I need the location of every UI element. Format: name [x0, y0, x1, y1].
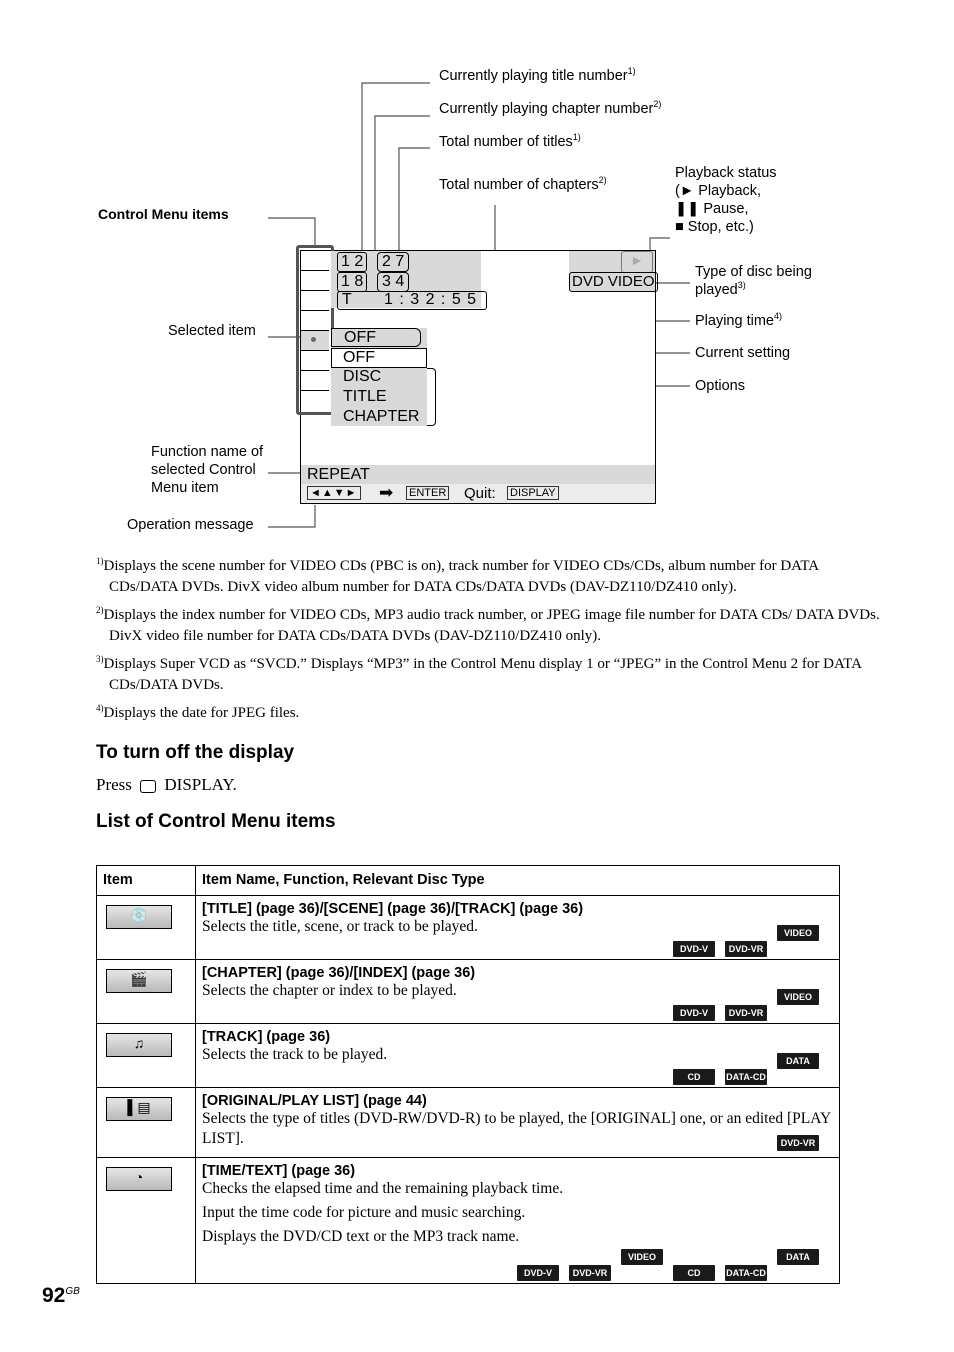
option-off: OFF [343, 349, 375, 366]
callout-total-titles: Total number of titles$^{1)}$ [439, 132, 581, 150]
chapter-total: 3 4 [377, 272, 409, 292]
col-header-item: Item [97, 866, 196, 896]
footnote-2: $^{2)}$Displays the index number for VIDEO CDs, MP3 audio track number, or JPEG image file number for DATA CDs/ DATA DVDs. DivX video file number for DATA CDs/DATA DVDs (DAV-DZ110/DZ410 only). [96, 605, 880, 644]
function-name: REPEAT [307, 466, 370, 483]
list-heading: List of Control Menu items [96, 811, 336, 832]
callout-title-number: Currently playing title number$^{1)}$ [439, 66, 636, 84]
title-current: 1 2 [337, 252, 367, 272]
badge-data-dvd: DATA DVD [777, 1053, 819, 1069]
quit-label: Quit: [464, 485, 496, 502]
badge-dvd-vr: DVD-VR [725, 941, 767, 957]
menu-item-slots [301, 251, 329, 407]
callout-operation-message: Operation message [127, 517, 254, 533]
arrow-right-icon: ➡ [379, 483, 394, 502]
badge-data-cd: DATA-CD [725, 1069, 767, 1085]
callout-function-name: Function name of selected Control Menu item [151, 444, 264, 496]
badge-video-cd: VIDEO CD [777, 989, 819, 1005]
table-row: ▌▤ [ORIGINAL/PLAY LIST] (page 44) Selects the type of titles (DVD-RW/DVD-R) to be played, the [ORIGINAL] one, or an edited [PLAY LIST]. DVD-VR [97, 1088, 840, 1158]
badge-cd: CD [673, 1265, 715, 1281]
control-menu-table [96, 865, 840, 1284]
callout-options: Options [695, 378, 745, 394]
page-number: $92^{GB}$ [42, 1284, 80, 1307]
badge-dvd-v: DVD-V [517, 1265, 559, 1281]
title-disc-icon: 💿 [106, 905, 172, 929]
callout-playback-status: Playback status (► Playback, ❚❚ Pause, ■ Stop, etc.) [675, 165, 777, 235]
track-music-icon: ♫ [106, 1033, 172, 1057]
enter-key: ENTER [406, 486, 449, 500]
table-row: ◔ [TIME/TEXT] (page 36) Checks the elapsed time and the remaining playback time. Input the time code for picture and music searching. Displays the DVD/CD text or the MP3 track name. DVD-V DVD-VRVIDEO CD CD DATA-CDDATA DVD [97, 1158, 840, 1284]
table-row: ♫ [TRACK] (page 36) Selects the track to be played. CD DATA-CDDATA DVD [97, 1024, 840, 1088]
chapter-current: 1 8 [337, 272, 367, 292]
badge-video-cd: VIDEO CD [621, 1249, 663, 1265]
current-setting: OFF [331, 328, 421, 347]
control-menu-screen [300, 250, 656, 504]
turn-off-instruction: Press DISPLAY. [96, 775, 237, 794]
chapter-clapper-icon: 🎬 [106, 969, 172, 993]
footnote-4: $^{4)}$Displays the date for JPEG files. [96, 703, 300, 721]
arrow-keys-icon: ◄▲▼► [307, 486, 361, 500]
badge-data-dvd: DATA DVD [777, 1249, 819, 1265]
option-title: TITLE [343, 388, 387, 405]
callout-playing-time: Playing time$^{4)}$ [695, 311, 782, 329]
time-box [337, 291, 487, 310]
callout-selected-item: Selected item [168, 323, 256, 339]
disc-type: DVD VIDEO [569, 272, 658, 292]
turn-off-heading: To turn off the display [96, 742, 295, 763]
time-label: T [342, 291, 352, 308]
option-disc: DISC [343, 368, 382, 385]
badge-data-cd: DATA-CD [725, 1265, 767, 1281]
col-header-name: Item Name, Function, Relevant Disc Type [196, 866, 840, 896]
footnote-3: $^{3)}$Displays Super VCD as “SVCD.” Displays “MP3” in the Control Menu display 1 or “JPEG” in the Control Menu 2 for DATA CDs/DATA DVDs. [96, 654, 862, 693]
badge-dvd-vr: DVD-VR [569, 1265, 611, 1281]
footnotes [96, 556, 886, 731]
table-row: 🎬 [CHAPTER] (page 36)/[INDEX] (page 36) Selects the chapter or index to be played. DVD-V DVD-VRVIDEO CD [97, 960, 840, 1024]
title-total: 2 7 [377, 252, 409, 272]
callout-control-menu-items: Control Menu items [98, 206, 229, 222]
badge-cd: CD [673, 1069, 715, 1085]
display-button-icon [140, 780, 156, 793]
footnote-1: $^{1)}$Displays the scene number for VIDEO CDs (PBC is on), track number for VIDEO CDs/CDs, album number for DATA CDs/DATA DVDs. DivX video album number for DATA CDs/DATA DVDs (DAV-DZ110/DZ410 only). [96, 556, 819, 595]
callout-chapter-number: Currently playing chapter number$^{2)}$ [439, 99, 662, 117]
callout-disc-type: Type of disc being played$^{3)}$ [695, 264, 812, 298]
operation-message-bar [301, 484, 655, 503]
callout-total-chapters: Total number of chapters$^{2)}$ [439, 175, 607, 193]
display-key: DISPLAY [507, 486, 559, 500]
badge-video-cd: VIDEO CD [777, 925, 819, 941]
badge-dvd-v: DVD-V [673, 1005, 715, 1021]
callout-current-setting: Current setting [695, 345, 791, 361]
play-status-icon: ► [621, 251, 653, 273]
option-chapter: CHAPTER [343, 408, 420, 425]
badge-dvd-vr: DVD-VR [777, 1135, 819, 1151]
badge-dvd-v: DVD-V [673, 941, 715, 957]
play-list-icon: ▌▤ [106, 1097, 172, 1121]
time-clock-icon: ◔ [106, 1167, 172, 1191]
badge-dvd-vr: DVD-VR [725, 1005, 767, 1021]
time-value: 1 : 3 2 : 5 5 [384, 291, 478, 308]
table-row: 💿 [TITLE] (page 36)/[SCENE] (page 36)/[TRACK] (page 36) Selects the title, scene, or track to be played. DVD-V DVD-VRVIDEO CD [97, 896, 840, 960]
